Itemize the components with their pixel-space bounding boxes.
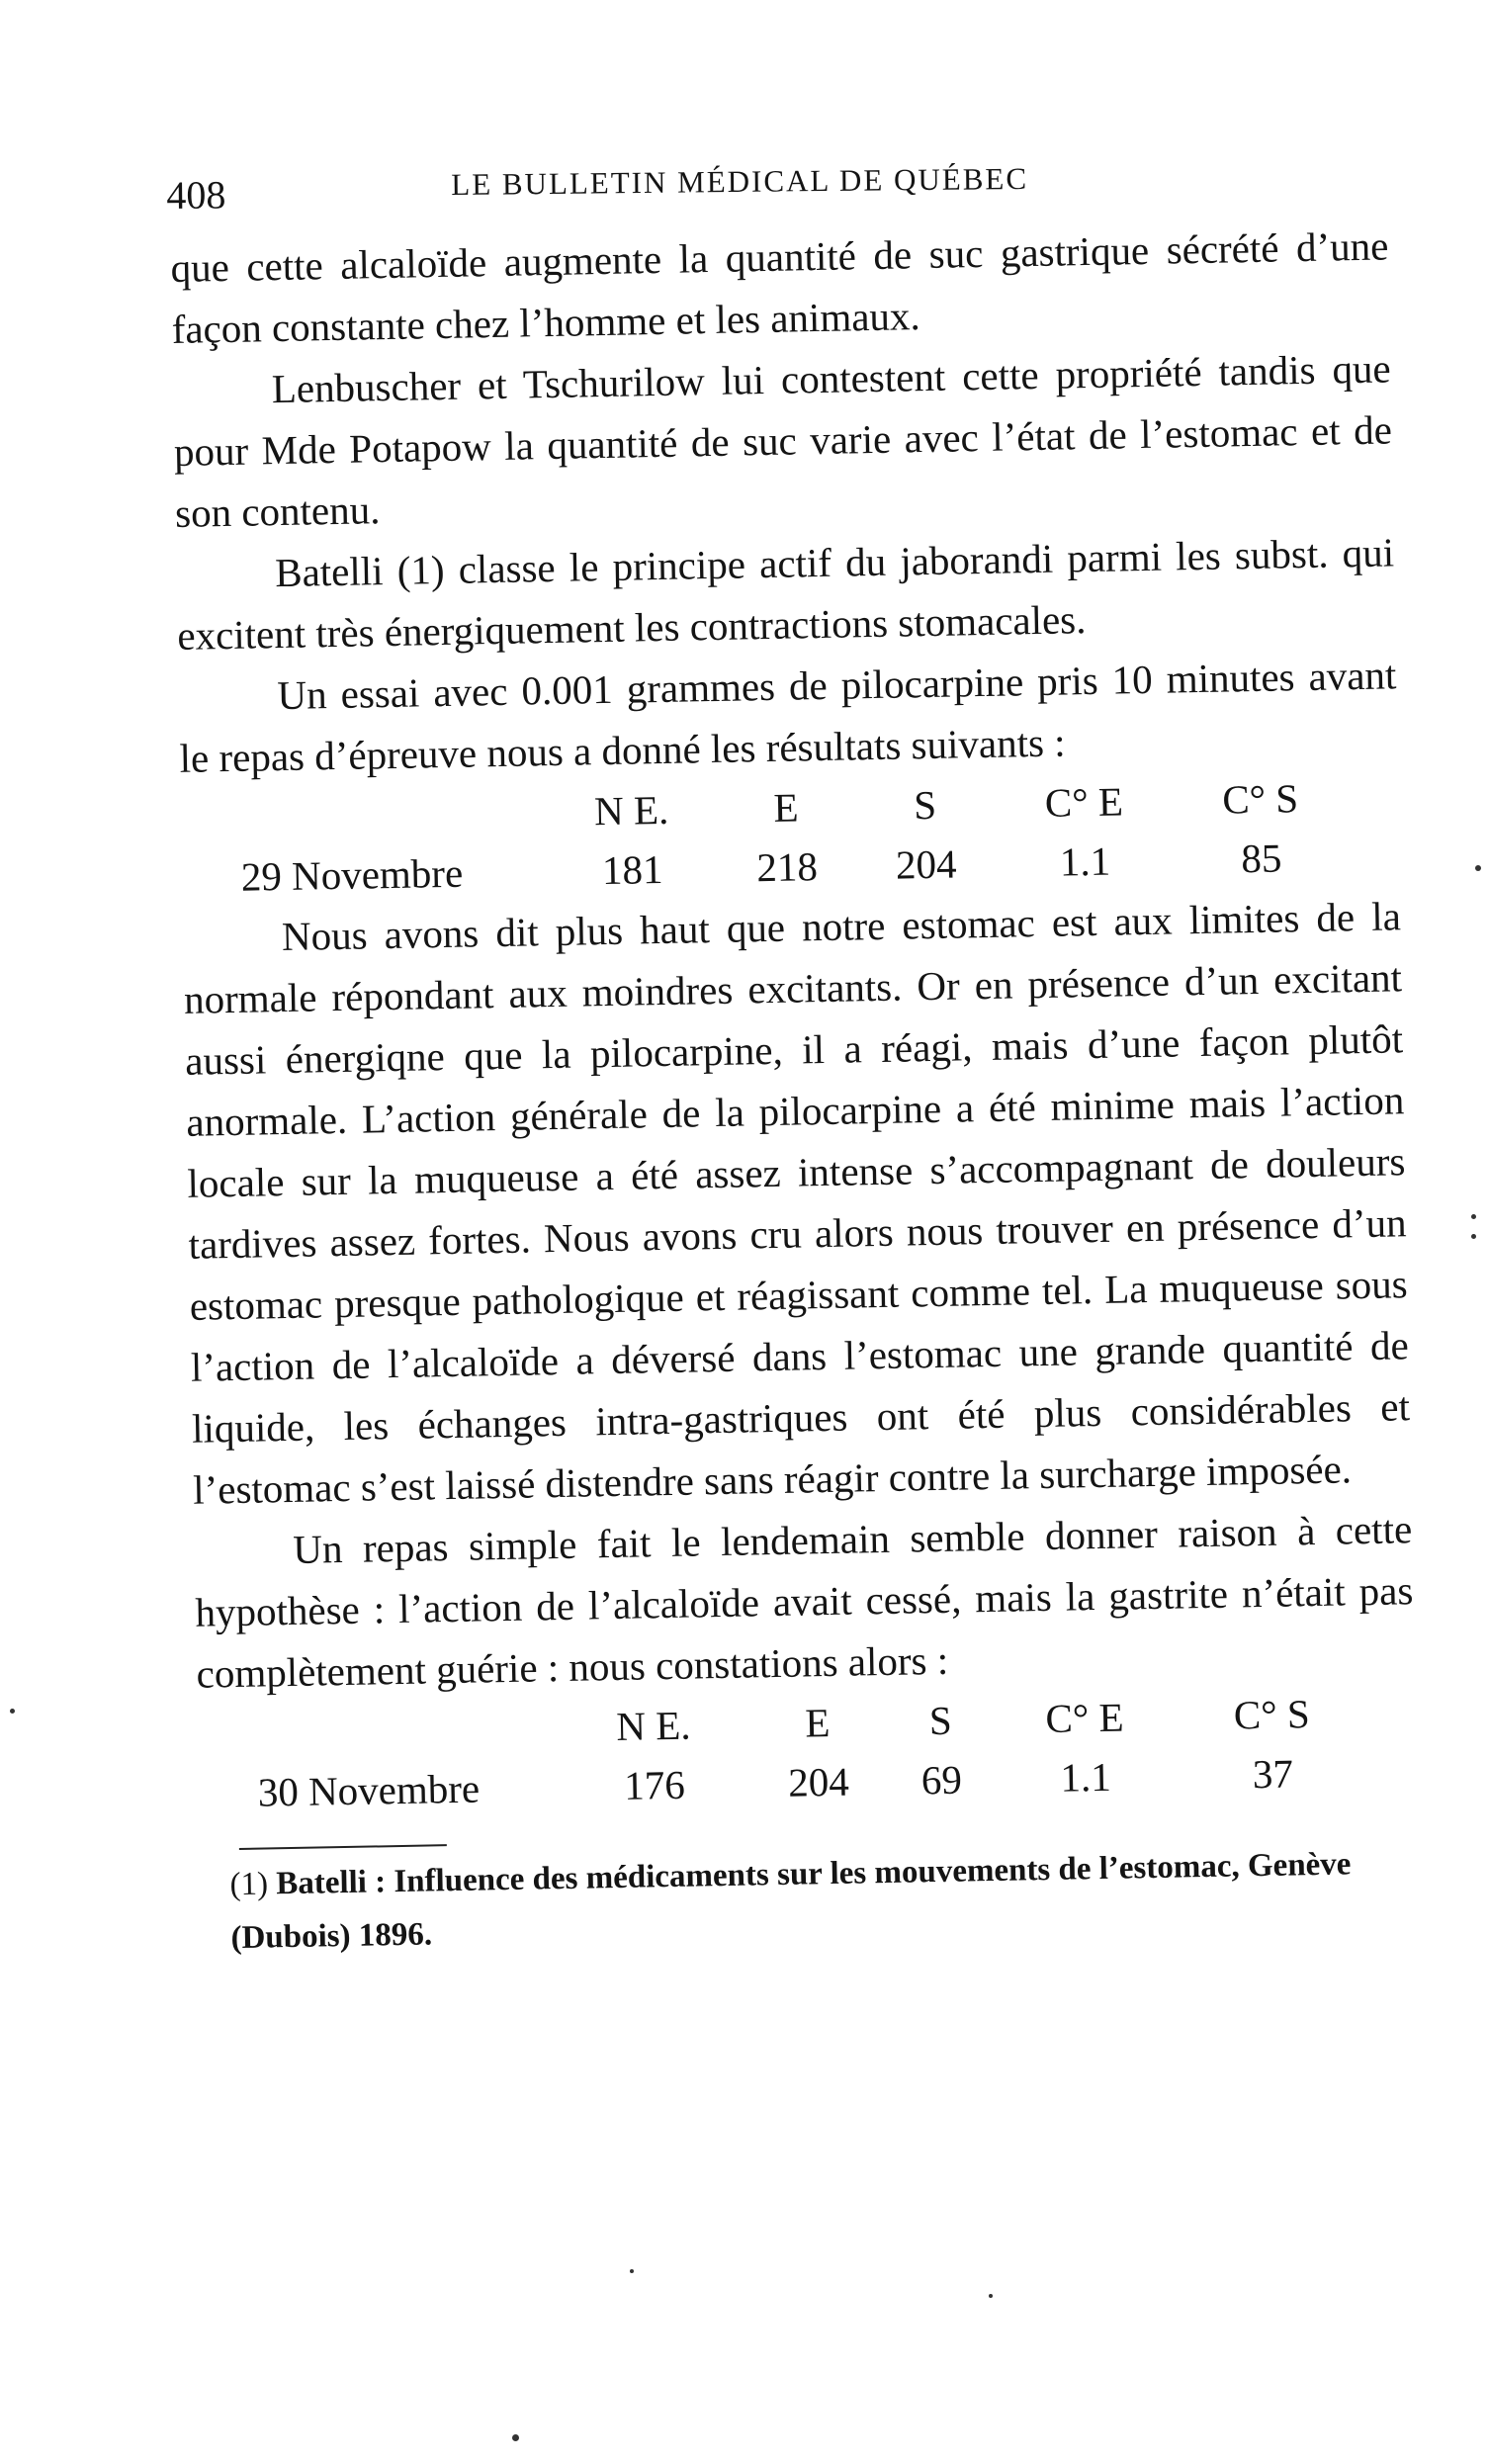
table-header-cell: C° S — [1221, 775, 1299, 823]
table-header-cell: C° E — [1044, 778, 1124, 826]
footnote-marker: (1) — [229, 1866, 269, 1903]
footnote — [200, 1836, 1420, 1966]
scan-speck — [989, 2294, 993, 2298]
table-cell-date: 30 Novembre — [257, 1765, 481, 1815]
scan-speck — [10, 1709, 15, 1714]
table-header-cell: S — [928, 1697, 953, 1744]
table-header-cell: N E. — [593, 786, 669, 835]
page-number: 408 — [166, 172, 226, 218]
footnote-divider — [239, 1844, 447, 1850]
paragraph-3: Batelli (1) classe le principe actif du jaborandi parmi les subst. qui excitent très énergiquement les contractions stomacales. — [176, 529, 1395, 659]
table-cell: 204 — [895, 840, 957, 888]
paragraph-2: Lenbuscher et Tschurilow lui contestent cette propriété tandis que pour Mde Potapow la quantité de suc varie avec l’état de l’estomac et de son contenu. — [173, 345, 1393, 536]
scan-speck — [512, 2434, 519, 2441]
table-cell: 85 — [1240, 835, 1282, 882]
table-header-cell: S — [913, 781, 937, 829]
footnote-text: Batelli : Influence des médicaments sur les mouvements de l’estomac, Genève (Dubois) 1896. — [230, 1846, 1352, 1957]
page-header — [166, 150, 1156, 220]
table-header-cell — [197, 1698, 564, 1764]
paragraph-5: Nous avons dit plus haut que notre estomac est aux limites de la normale répondant aux moindres excitants. Or en présence d’un excitant aussi énergiqne que la pilocarpine, il a réagi, mais d’une façon plutôt anormale. L’action générale de la pilocarpine a été minime mais l’action locale sur la muqueuse a été assez intense s’accompagnant de douleurs tardives assez fortes. Nous avons cru alors nous trouver en présence d’un estomac presque pathologique et réagissant comme tel. La muqueuse sous l’action de l’alcaloïde a déversé dans l’estomac une grande quantité de liquide, les échanges intra-gastriques ont été plus considérables et l’estomac s’est laissé distendre sans réagir contre la surcharge imposée. — [183, 893, 1411, 1513]
table-header-cell: C° S — [1233, 1691, 1311, 1738]
scan-speck — [630, 2269, 634, 2273]
body-text — [170, 215, 1420, 1965]
table-cell: 204 — [787, 1758, 850, 1805]
table-header-cell: E — [773, 784, 799, 831]
running-head: LE BULLETIN MÉDICAL DE QUÉBEC — [451, 160, 1029, 202]
table-cell-date: 29 Novembre — [240, 849, 464, 900]
table-header-cell — [180, 782, 547, 848]
table-header-cell: N E. — [615, 1702, 691, 1749]
scan-speck — [1471, 1214, 1476, 1219]
scan-speck — [1475, 865, 1481, 871]
paragraph-6: Un repas simple fait le lendemain semble donner raison à cette hypothèse : l’action de l’alcaloïde avait cessé, mais la gastrite n’était pas complètement guérie : nous constations alors : — [195, 1506, 1414, 1697]
table-header-cell: C° E — [1045, 1694, 1124, 1742]
table-cell: 1.1 — [1060, 1753, 1112, 1801]
results-table-1 — [180, 767, 1349, 908]
table-cell: 176 — [623, 1761, 686, 1808]
table-cell: 181 — [601, 845, 663, 894]
table-cell: 218 — [755, 843, 819, 891]
paragraph-1: que cette alcaloïde augmente la quantité de suc gastrique sécrété d’une façon constante chez l’homme et les animaux. — [170, 222, 1389, 352]
results-table-2 — [197, 1683, 1365, 1823]
scan-speck — [1471, 1234, 1476, 1239]
paragraph-4: Un essai avec 0.001 grammes de pilocarpine pris 10 minutes avant le repas d’épreuve nous a donné les résultats suivants : — [179, 652, 1397, 781]
table-cell: 69 — [920, 1756, 963, 1804]
table-cell: 1.1 — [1059, 837, 1111, 885]
table-cell: 37 — [1252, 1750, 1294, 1798]
table-header-cell: E — [804, 1700, 831, 1746]
